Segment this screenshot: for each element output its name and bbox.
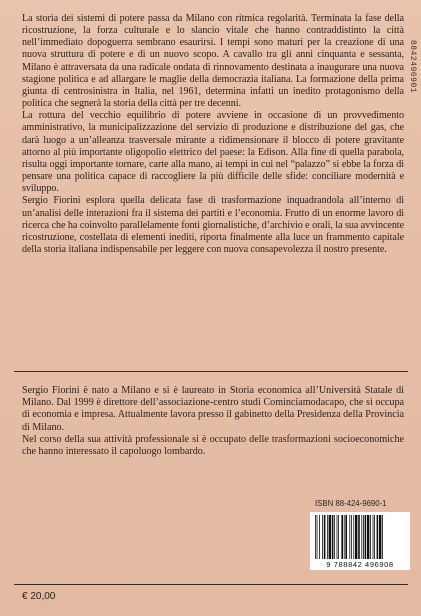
bio-paragraph-1: Sergio Fiorini è nato a Milano e si è laureato in Storia economica all’Università Statale di Milano. Dal 1999 è direttore dell’associazione-centro studi Cominciamodacapo, che si occupa di economia e impresa. Attualmente lavora presso il gabinetto della Presidenza della Provincia di Milano. <box>22 385 404 433</box>
barcode-bar <box>338 515 339 559</box>
spine-code: 8842496901 <box>408 40 417 94</box>
barcode-bar <box>367 515 369 559</box>
bottom-divider <box>14 584 408 585</box>
barcode-bar <box>341 515 343 559</box>
barcode-bar <box>349 515 350 559</box>
bio-paragraph-2: Nel corso della sua attività professionale si è occupato delle trasformazioni socioeconomiche che hanno interessato il capoluogo lombardo. <box>22 433 404 458</box>
author-bio <box>22 385 404 458</box>
barcode-bar <box>337 515 338 559</box>
barcode-bar <box>317 515 318 559</box>
barcode-bar <box>365 515 367 559</box>
barcode-bar <box>345 515 347 559</box>
barcode-bars-icon <box>315 515 405 559</box>
barcode-bar <box>370 515 371 559</box>
barcode-bar <box>334 515 335 559</box>
barcode-bar <box>355 515 357 559</box>
synopsis-paragraph-1: La storia dei sistemi di potere passa da Milano con ritmica regolarità. Terminata la fase della ricostruzione, la forza culturale e lo slancio vitale che hanno contraddistinto la città nell’immediato dopoguerra sembrano esaurirsi. I tempi sono maturi per la creazione di una nuova struttura di potere e di un nuovo scopo. A cavallo tra gli anni cinquanta e sessanta, Milano è attraversata da una radicale ondata di rinnovamento destinata a inaugurare una nuova stagione politica e ad allargare le maglie della democrazia italiana. La formazione della prima giunta di centrosinistra in Italia, nel 1961, determina infatti un inedito protagonismo della politica che segnerà la storia della città per tre decenni. <box>22 13 404 110</box>
barcode <box>310 512 410 570</box>
synopsis <box>22 13 404 256</box>
synopsis-paragraph-3: Sergio Fiorini esplora quella delicata fase di trasformazione inquadrandola all’interno di un’analisi delle interazioni fra il sistema dei partiti e l’economia. Frutto di un enorme lavoro di ricerca che ha coinvolto parallelamente fonti giornalistiche, d’archivio e orali, la sua avvincente ricostruzione, costellata di elementi inediti, riporta finalmente alla luce un frammento capitale della storia italiana indispensabile per leggere con nuova consapevolezza il nostro presente. <box>22 195 404 255</box>
barcode-bar <box>377 515 379 559</box>
barcode-bar <box>319 515 320 559</box>
barcode-bar <box>315 515 316 559</box>
synopsis-paragraph-2: La rottura del vecchio equilibrio di potere avviene in occasione di un provvedimento amministrativo, la municipalizzazione del servizio di produzione e distribuzione del gas, che darà luogo a un’alleanza trasversale mirante a ridimensionare il blocco di potere gravitante attorno al più importante oligopolio elettrico del paese: la Edison. Alla fine di quella parabola, risulta oggi importante tornare, carte alla mano, ai tempi in cui nel “palazzo” si ebbe la forza di pensare una politica capace di raccogliere la più difficile delle sfide: conciliare modernità e sviluppo. <box>22 110 404 195</box>
barcode-bar <box>374 515 375 559</box>
barcode-bar <box>379 515 381 559</box>
barcode-bar <box>322 515 323 559</box>
top-divider <box>14 371 408 372</box>
barcode-bar <box>327 515 328 559</box>
price: € 20,00 <box>22 591 56 602</box>
barcode-bar <box>351 515 352 559</box>
barcode-bar <box>344 515 345 559</box>
isbn-label: ISBN 88-424-9690-1 <box>315 499 387 508</box>
barcode-bar <box>329 515 331 559</box>
barcode-number: 9 788842 496908 <box>326 560 394 569</box>
barcode-bar <box>353 515 354 559</box>
barcode-bar <box>361 515 362 559</box>
barcode-bar <box>373 515 374 559</box>
barcode-bar <box>324 515 326 559</box>
barcode-bar <box>363 515 364 559</box>
barcode-bar <box>358 515 360 559</box>
barcode-bar <box>382 515 383 559</box>
barcode-bar <box>332 515 334 559</box>
